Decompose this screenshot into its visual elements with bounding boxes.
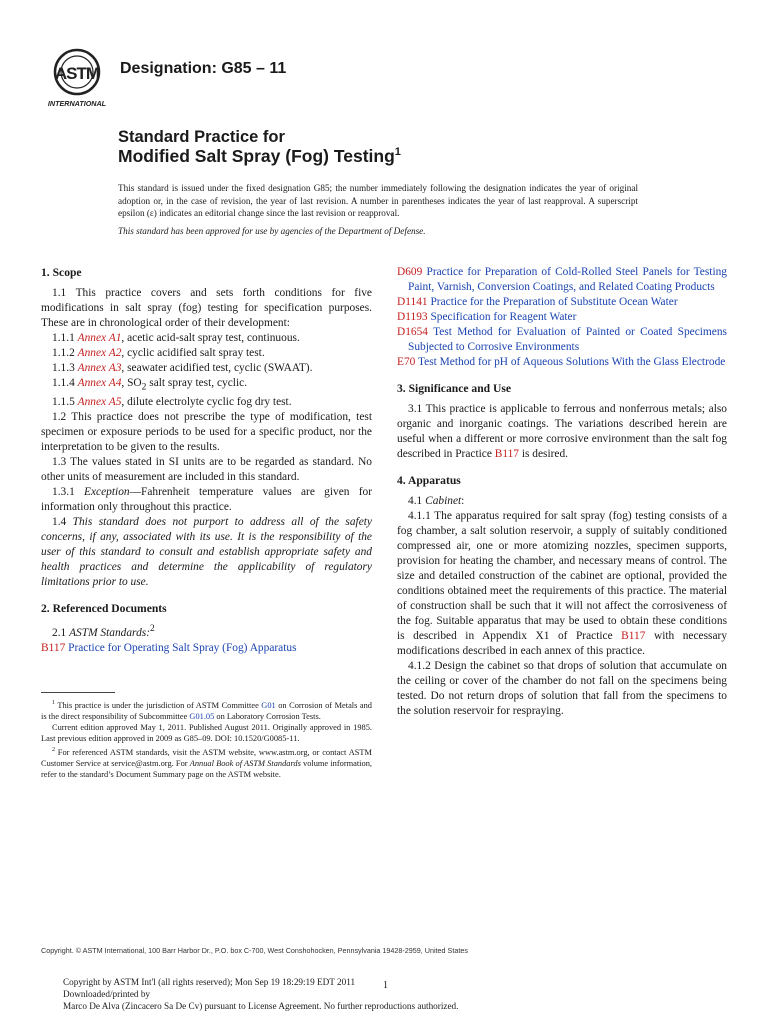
title-footnote-ref[interactable]: 1 xyxy=(394,146,401,159)
paragraph-4-1-2: 4.1.2 Design the cabinet so that drops of solution that accumulate on the ceiling or cover of the chamber do not fall on the specimens being tested. Do not return drops of solution that fall from the specimens to the solution reservoir for respraying. xyxy=(397,660,727,717)
list-item: 1.1.3 Annex A3, seawater acidified test, cyclic (SWAAT). xyxy=(52,362,313,374)
list-item: 1.1.5 Annex A5, dilute electrolyte cyclic fog dry test. xyxy=(52,396,292,409)
paragraph-1-3: 1.3 The values stated in SI units are to be regarded as standard. No other units of measurement are included in this standard. xyxy=(41,456,372,484)
footnote-1: $^1$ This practice is under the jurisdiction of ASTM Committee G01 on Corrosion of Metals and is the direct responsibility of Subcommittee G01.05 on Laboratory Corrosion Tests. xyxy=(41,700,372,721)
copyright-notice: Copyright. © ASTM International, 100 Barr Harbor Dr., P.O. box C-700, West Conshohocken, Pennsylvania 19428-2959, United States xyxy=(41,946,468,955)
paragraph-1-4: 1.4 This standard does not purport to address all of the safety concerns, if any, associated with its use. It is the responsibility of the user of this standard to consult and establish appropriate safety and health practices and determine the applicability of regulatory limitations prior to use. xyxy=(41,516,372,589)
reference-item xyxy=(397,295,727,310)
reference-title-link[interactable]: Practice for Operating Salt Spray (Fog) Apparatus xyxy=(68,642,297,655)
list-item: 1.1.2 Annex A2, cyclic acidified salt spray test. xyxy=(52,347,265,359)
footnotes xyxy=(41,698,372,780)
svg-text:ASTM: ASTM xyxy=(54,64,100,83)
section-heading-referenced-documents: 2. Referenced Documents xyxy=(41,602,167,616)
reference-title-link[interactable]: Specification for Reagent Water xyxy=(430,311,577,323)
astm-logo-icon xyxy=(42,48,112,110)
list-item: 1.1.1 Annex A1, acetic acid-salt spray test, continuous. xyxy=(52,332,300,344)
annex-link[interactable]: Annex A5 xyxy=(77,396,122,409)
footnote-2: $^2$ For referenced ASTM standards, visit the ASTM website, www.astm.org, or contact ASTM Customer Service at service@astm.org. For Annual Book of ASTM Standards volume information, refer to the standard’s Document Summary page on the ASTM website. xyxy=(41,746,372,779)
annex-link[interactable]: Annex A3 xyxy=(77,362,122,374)
reference-item xyxy=(397,265,727,295)
reference-code-link[interactable]: E70 xyxy=(397,356,416,368)
annex-link[interactable]: Annex A2 xyxy=(77,347,122,359)
reference-code-link[interactable]: B117 xyxy=(41,642,66,655)
right-column xyxy=(397,265,727,719)
dod-note: This standard has been approved for use by agencies of the Department of Defense. xyxy=(118,226,426,236)
astm-logo xyxy=(42,48,112,110)
subcommittee-link[interactable]: G01.05 xyxy=(189,712,215,721)
reference-title-link[interactable]: Practice for Preparation of Cold-Rolled Steel Panels for Testing Paint, Varnish, Conversion Coatings, and Related Coating Products xyxy=(408,266,727,293)
section-heading-significance: 3. Significance and Use xyxy=(397,382,512,395)
paragraph-1-3-1: 1.3.1 Exception—Fahrenheit temperature values are given for information only throughout this practice. xyxy=(41,486,372,514)
reference-item xyxy=(397,355,727,370)
reference-code-link[interactable]: D1193 xyxy=(397,311,428,323)
paragraph-4-1-1: 4.1.1 The apparatus required for salt spray (fog) testing consists of a fog chamber, a salt solution reservoir, a supply of suitably conditioned compressed air, one or more atomizing nozzles, specimen supports, provision for heating the chamber, and necessary means of control. The size and detailed construction of the cabinet are optional, provided the conditions obtained meet the requirements of this practice. The material of construction shall be such that it will not affect the corrosiveness of the fog. Suitable apparatus that may be used to obtain these conditions is described in Appendix X1 of Practice B117 with necessary modifications described in each annex of this practice. xyxy=(397,510,728,657)
reference-code-link[interactable]: D1654 xyxy=(397,326,429,338)
svg-text:INTERNATIONAL: INTERNATIONAL xyxy=(47,99,107,108)
section-heading-scope: 1. Scope xyxy=(41,266,82,279)
committee-link[interactable]: G01 xyxy=(261,700,276,710)
issued-note: This standard is issued under the fixed designation G85; the number immediately following the designation indicates the year of original adoption or, in the case of revision, the year of last revision. A number in parentheses indicates the year of last reapproval. A superscript epsilon (ε) indicates an editorial change since the last revision or reapproval. xyxy=(118,183,638,219)
page-number: 1 xyxy=(383,980,388,991)
paragraph-1-1: 1.1 This practice covers and sets forth conditions for five modifications in salt spray (fog) testing for specification purposes. These are in chronological order of their development: xyxy=(41,287,372,329)
title-line1: Standard Practice for xyxy=(118,128,285,146)
paragraph-4-1: 4.1 Cabinet: xyxy=(408,495,465,507)
footnote-divider xyxy=(41,692,115,693)
b117-link[interactable]: B117 xyxy=(621,630,646,642)
reference-item xyxy=(397,325,727,355)
paragraph-2-1: 2.1 ASTM Standards:$^2$ xyxy=(52,624,155,640)
download-notice: Copyright by ASTM Int'l (all rights reserved); Mon Sep 19 18:29:19 EDT 2011 Downloaded/printed by Marco De Alva (Zincacero Sa De Cv) pursuant to License Agreement. No further reproductions authorized. xyxy=(63,977,459,1012)
b117-link[interactable]: B117 xyxy=(494,448,519,460)
footnote-edition: Current edition approved May 1, 2011. Published August 2011. Originally approved in 1985. Last previous edition approved in 2009 as G85–09. DOI: 10.1520/G0085-11. xyxy=(41,723,372,744)
section-heading-apparatus: 4. Apparatus xyxy=(397,474,461,487)
page-title: Modified Salt Spray (Fog) Testing$^1$ xyxy=(118,146,401,166)
reference-title-link[interactable]: Test Method for pH of Aqueous Solutions With the Glass Electrode xyxy=(418,356,726,368)
footnote-ref-2[interactable]: 2 xyxy=(150,624,155,635)
reference-title-link[interactable]: Practice for the Preparation of Substitute Ocean Water xyxy=(430,296,678,308)
reference-title-link[interactable]: Test Method for Evaluation of Painted or Coated Specimens Subjected to Corrosive Environments xyxy=(408,326,727,353)
annex-link[interactable]: Annex A4 xyxy=(77,377,122,389)
reference-item xyxy=(397,310,727,325)
list-item: 1.1.4 Annex A4, $SO_2$ salt spray test, cyclic. xyxy=(52,377,248,393)
paragraph-1-2: 1.2 This practice does not prescribe the type of modification, test specimen or exposure periods to be used for a specific product, nor the interpretation to be given to the results. xyxy=(41,411,372,454)
left-column xyxy=(41,265,372,656)
designation: Designation: G85 – 11 xyxy=(120,60,287,77)
annex-link[interactable]: Annex A1 xyxy=(77,332,122,344)
reference-code-link[interactable]: D1141 xyxy=(397,296,428,308)
reference-code-link[interactable]: D609 xyxy=(397,266,423,278)
paragraph-3-1: 3.1 This practice is applicable to ferrous and nonferrous metals; also organic and inorganic coatings. The variations described herein are useful when a different or more corrosive environment than the salt fog described in Practice B117 is desired. xyxy=(397,403,727,460)
reference-item xyxy=(41,641,372,656)
